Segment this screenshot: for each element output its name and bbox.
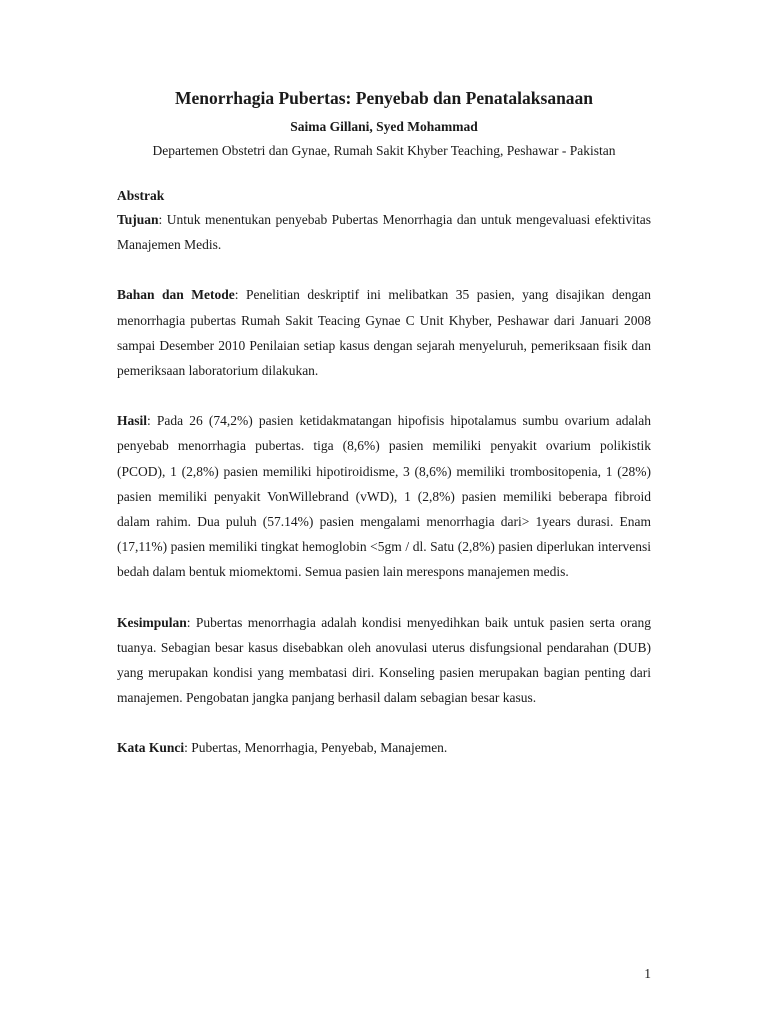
section-tujuan [117,207,651,257]
section-text-kata-kunci: : Pubertas, Menorrhagia, Penyebab, Manajemen. [184,740,448,756]
section-label-hasil: Hasil [117,413,148,429]
section-label-bahan: Bahan dan Metode [117,287,235,303]
section-kata-kunci [117,735,651,760]
paper-authors: Saima Gillani, Syed Mohammad [290,119,478,134]
section-label-kesimpulan: Kesimpulan [117,614,187,630]
paper-page [117,86,651,761]
section-bahan-dan-metode [117,282,651,383]
section-text-kesimpulan: : Pubertas menorrhagia adalah kondisi menyedihkan baik untuk pasien serta orang tuanya. Sebagian besar kasus disebabkan oleh anovulasi uterus disfungsional pendarahan (DUB) yang merupakan kondisi yang membatasi diri. Konseling pasien merupakan bagian penting dari manajemen. Pengobatan jangka panjang berhasil dalam sebagian besar kasus. [117,614,651,706]
section-text-tujuan: : Untuk menentukan penyebab Pubertas Menorrhagia dan untuk mengevaluasi efektivitas Manajemen Medis. [117,212,651,253]
paper-title: Menorrhagia Pubertas: Penyebab dan Penatalaksanaan [174,88,594,108]
section-label-tujuan: Tujuan [117,212,159,227]
page-number: 1 [644,966,651,981]
paper-affiliation: Departemen Obstetri dan Gynae, Rumah Sakit Khyber Teaching, Peshawar - Pakistan [152,143,616,158]
section-text-bahan: : Penelitian deskriptif ini melibatkan 35 pasien, yang disajikan dengan menorrhagia pubertas Rumah Sakit Teacing Gynae C Unit Khyber, Peshawar dari Januari 2008 sampai Desember 2010 Penilaian setiap kasus dengan sejarah menyeluruh, pemeriksaan fisik dan pemeriksaan laboratorium dilakukan. [117,287,651,379]
section-text-hasil: : Pada 26 (74,2%) pasien ketidakmatangan hipofisis hipotalamus sumbu ovarium adalah penyebab menorrhagia pubertas. tiga (8,6%) pasien memiliki penyakit ovarium polikistik (PCOD), 1 (2,8%) pasien memiliki hipotiroidisme, 3 (8,6%) memiliki trombositopenia, 1 (28%) pasien memiliki penyakit VonWillebrand (vWD), 1 (2,8%) pasien memiliki beberapa fibroid dalam rahim. Dua puluh (57.14%) pasien mengalami menorrhagia dari> 1years durasi. Enam (17,11%) pasien memiliki tingkat hemoglobin <5gm / dl. Satu (2,8%) pasien diperlukan intervensi bedah dalam bentuk miomektomi. Semua pasien lain merespons manajemen medis. [117,413,651,580]
section-label-kata-kunci: Kata Kunci [117,740,185,756]
abstract-heading: Abstrak [117,188,165,203]
section-hasil [117,408,651,584]
section-kesimpulan [117,610,651,711]
